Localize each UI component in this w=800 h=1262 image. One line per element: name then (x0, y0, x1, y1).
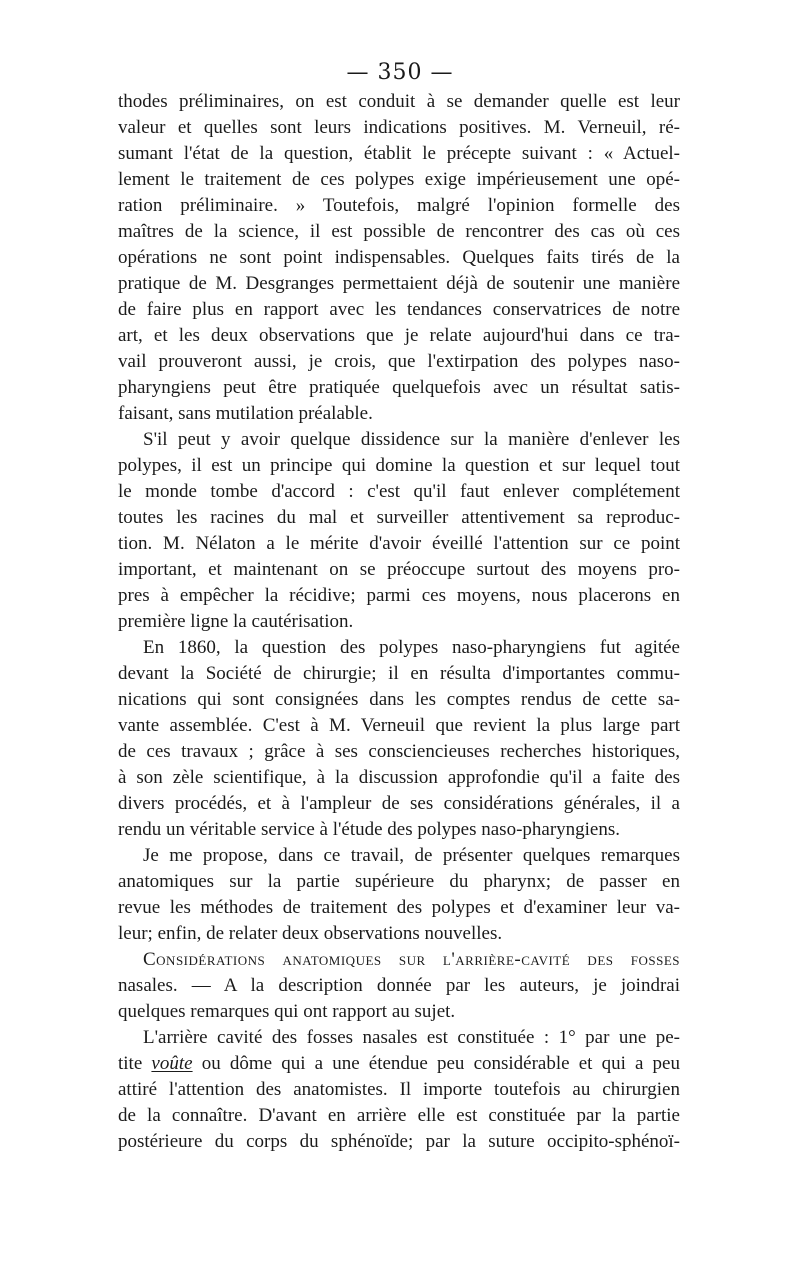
text-line: quelques remarques qui ont rapport au sujet. (118, 1001, 456, 1022)
text-line: de faire plus en rapport avec les tendances conservatrices de notre (118, 299, 680, 320)
text-line: vail prouveront aussi, je crois, que l'extirpation des polypes naso- (118, 351, 680, 372)
text-line: nications qui sont consignées dans les comptes rendus de cette sa- (118, 689, 680, 710)
text-line: divers procédés, et à l'ampleur de ses considérations générales, il a (118, 793, 680, 814)
text-line: revue les méthodes de traitement des polypes et d'examiner leur va- (118, 897, 680, 918)
text-line: vante assemblée. C'est à M. Verneuil que revient la plus large part (118, 715, 680, 736)
text-line (118, 1052, 680, 1076)
page-number: — 350 — (346, 60, 454, 85)
text-line: important, et maintenant on se préoccupe surtout des moyens pro- (118, 559, 680, 580)
text-line: postérieure du corps du sphénoïde; par la suture occipito-sphénoï- (118, 1131, 680, 1152)
text-line: thodes préliminaires, on est conduit à se demander quelle est leur (118, 91, 680, 112)
text-line: attiré l'attention des anatomistes. Il importe toutefois au chirurgien (118, 1079, 680, 1100)
text-line: En 1860, la question des polypes naso-pharyngiens fut agitée (143, 637, 680, 658)
text-line: art, et les deux observations que je relate aujourd'hui dans ce tra- (118, 325, 680, 346)
italic-word: voûte (151, 1053, 193, 1074)
text-line: maîtres de la science, il est possible de rencontrer des cas où ces (118, 221, 680, 242)
section-heading: Considérations anatomiques sur l'arrière-cavité des fosses (143, 949, 680, 970)
text-line: polypes, il est un principe qui domine la question et sur lequel tout (118, 455, 680, 476)
text-line: sumant l'état de la question, établit le précepte suivant : « Actuel- (118, 143, 680, 164)
text-line: toutes les racines du mal et surveiller attentivement sa reproduc- (118, 507, 680, 528)
text-line: première ligne la cautérisation. (118, 611, 354, 632)
text-line: pres à empêcher la récidive; parmi ces moyens, nous placerons en (118, 585, 680, 606)
text-line: pratique de M. Desgranges permettaient déjà de soutenir une manière (118, 273, 680, 294)
text-line: anatomiques sur la partie supérieure du pharynx; de passer en (118, 871, 680, 892)
text-line: L'arrière cavité des fosses nasales est constituée : 1° par une pe- (143, 1027, 680, 1048)
text-line: ration préliminaire. » Toutefois, malgré l'opinion formelle des (118, 195, 680, 216)
text-line: leur; enfin, de relater deux observations nouvelles. (118, 923, 503, 944)
text-line: Je me propose, dans ce travail, de présenter quelques remarques (143, 845, 680, 866)
text-line: à son zèle scientifique, à la discussion approfondie qu'il a faite des (118, 767, 680, 788)
text-line: lement le traitement de ces polypes exige impérieusement une opé- (118, 169, 680, 190)
text-line: de la connaître. D'avant en arrière elle est constituée par la partie (118, 1105, 680, 1126)
text-line: le monde tombe d'accord : c'est qu'il faut enlever complétement (118, 481, 680, 502)
text-fragment: tite (118, 1053, 143, 1074)
text-line: faisant, sans mutilation préalable. (118, 403, 373, 424)
text-line: devant la Société de chirurgie; il en résulta d'importantes commu- (118, 663, 680, 684)
text-line: S'il peut y avoir quelque dissidence sur la manière d'enlever les (143, 429, 680, 450)
text-line: nasales. — A la description donnée par les auteurs, je joindrai (118, 975, 680, 996)
text-fragment: ou dôme qui a une étendue peu considérable et qui a peu (201, 1053, 680, 1074)
text-line: rendu un véritable service à l'étude des polypes naso-pharyngiens. (118, 819, 621, 840)
text-line: tion. M. Nélaton a le mérite d'avoir éveillé l'attention sur ce point (118, 533, 680, 554)
text-line: opérations ne sont point indispensables. Quelques faits tirés de la (118, 247, 680, 268)
text-line: de ces travaux ; grâce à ses consciencieuses recherches historiques, (118, 741, 680, 762)
text-line: pharyngiens peut être pratiquée quelquefois avec un résultat satis- (118, 377, 680, 398)
text-line: valeur et quelles sont leurs indications positives. M. Verneuil, ré- (118, 117, 680, 138)
